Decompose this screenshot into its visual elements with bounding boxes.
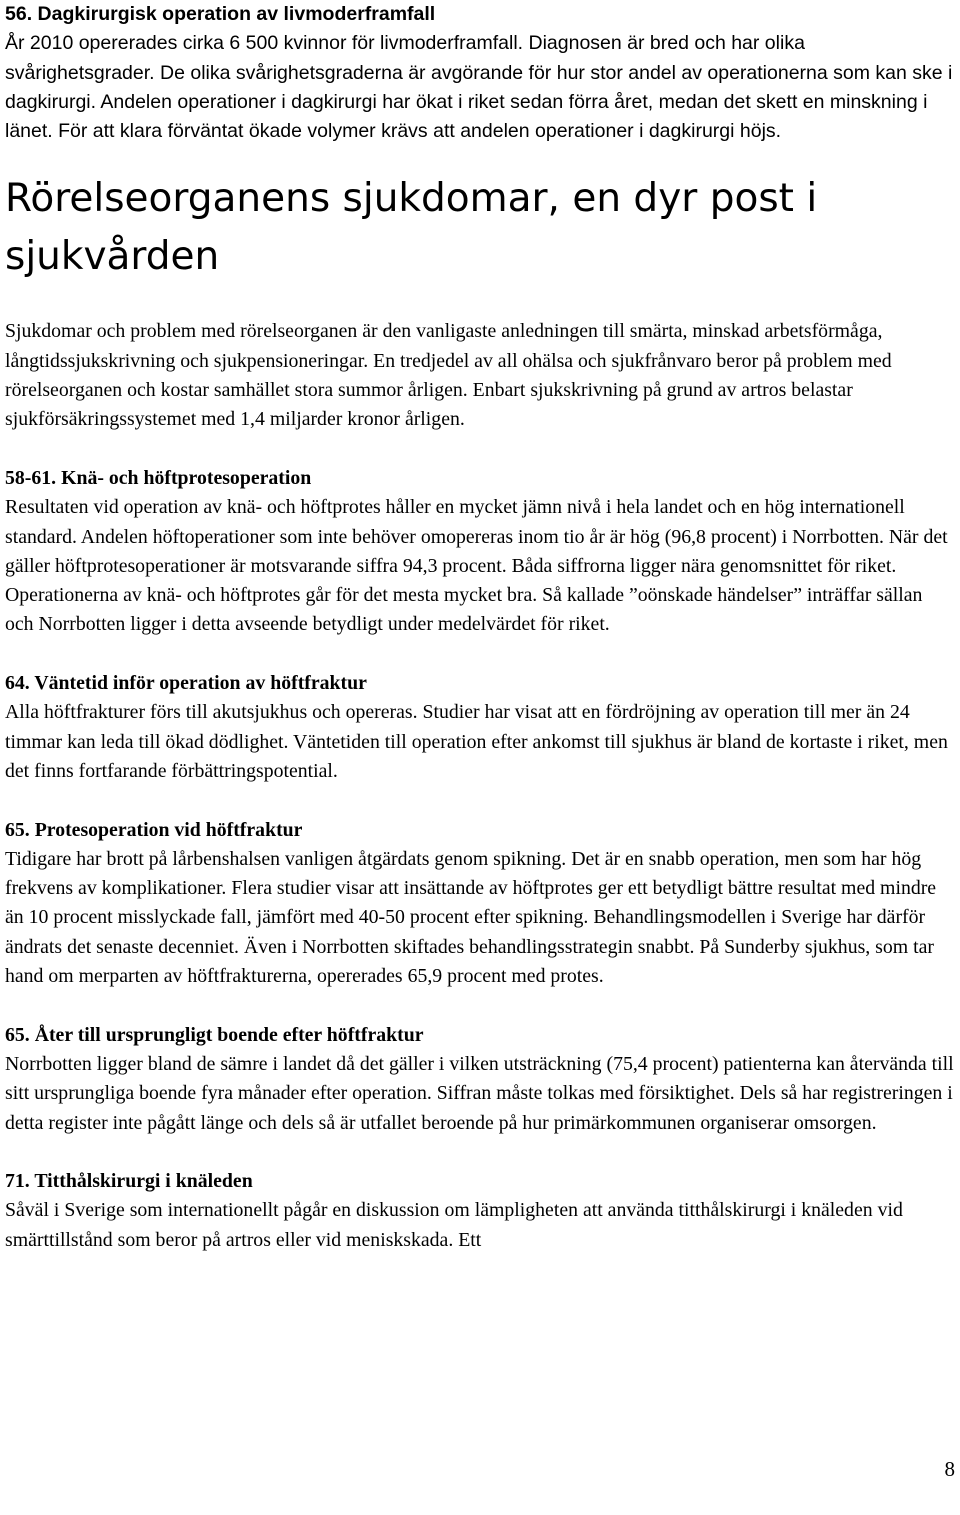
section-title-text: Titthålskirurgi i knäleden: [34, 1170, 253, 1193]
section-number: 71.: [5, 1170, 30, 1193]
section-hip-fracture-wait: [5, 669, 955, 786]
section-title-text: Protesoperation vid höftfraktur: [34, 818, 303, 841]
section-title: [5, 669, 955, 698]
section-hip-fracture-prosthesis: [5, 816, 955, 992]
lead-paragraph: Sjukdomar och problem med rörelseorganen är den vanligaste anledningen till smärta, minskad arbetsförmåga, långtidssjukskrivning och sjukpensioneringar. En tredjedel av all ohälsa och sjukfrånvaro beror på problem med rörelseorganen och kostar samhället stora summor årligen. Enbart sjukskrivning på grund av artros belastar sjukförsäkringssystemet med 1,4 miljarder kronor årligen.: [5, 320, 892, 431]
section-number: 65.: [5, 818, 30, 841]
section-body: Tidigare har brott på lårbenshalsen vanligen åtgärdats genom spikning. Det är en snabb operation, men som har hög frekvens av komplikationer. Flera studier visar att insättande av höftprotes ger ett betydligt bättre resultat med mindre än 10 procent misslyckade fall, jämfört med 40-50 procent efter spikning. Behandlingsmodellen i Sverige har därför ändrats det senaste decenniet. Även i Norrbotten skiftades behandlingsstrategin snabbt. På Sunderby sjukhus, som tar hand om merparten av höftfrakturerna, opererades 65,9 procent med protes.: [5, 847, 937, 988]
intro-heading: 56. Dagkirurgisk operation av livmoderframfall: [5, 3, 436, 25]
section-keyhole-surgery: [5, 1167, 955, 1255]
section-title-text: Åter till ursprungligt boende efter höftfraktur: [34, 1023, 424, 1046]
section-body: Såväl i Sverige som internationellt pågår en diskussion om lämpligheten att använda titthålskirurgi i knäleden vid smärttillstånd som beror på artros eller vid meniskskada. Ett: [5, 1199, 903, 1251]
section-number: 65.: [5, 1023, 30, 1046]
document-page: [5, 0, 955, 1284]
section-title: [5, 1167, 955, 1196]
intro-body: År 2010 opererades cirka 6 500 kvinnor för livmoderframfall. Diagnosen är bred och har olika svårighetsgrader. De olika svårighetsgraderna är avgörande för hur stor andel av operationerna som kan ske i dagkirurgi. Andelen operationer i dagkirurgi har ökat i riket sedan förra året, medan det skett en minskning i länet. För att klara förväntat ökade volymer krävs att andelen operationer i dagkirurgi höjs.: [5, 32, 953, 143]
section-title: [5, 464, 955, 493]
section-body: Alla höftfrakturer förs till akutsjukhus och opereras. Studier har visat att en fördröjning av operation till mer än 24 timmar kan leda till ökad dödlighet. Väntetiden till operation efter ankomst till sjukhus är bland de kortaste i riket, men det finns fortfarande förbättringspotential.: [5, 701, 948, 782]
section-number: 58-61.: [5, 466, 57, 489]
section-return-home: [5, 1021, 955, 1138]
intro-section: [5, 0, 955, 146]
section-title: [5, 816, 955, 845]
section-title: [5, 1021, 955, 1050]
page-number: 8: [944, 1457, 955, 1481]
section-title-text: Knä- och höftprotesoperation: [61, 466, 312, 489]
section-knee-hip-prosthesis: [5, 464, 955, 640]
section-number: 64.: [5, 672, 30, 695]
section-body: Norrbotten ligger bland de sämre i landet då det gäller i vilken utsträckning (75,4 procent) patienterna kan återvända till sitt ursprungliga boende fyra månader efter operation. Siffran måste tolkas med försiktighet. Dels så har registreringen i detta register inte pågått länge och dels så är utfallet beroende på hur primärkommunen organiserar omsorgen.: [5, 1052, 954, 1134]
section-title-text: Väntetid inför operation av höftfraktur: [34, 672, 367, 695]
section-body: Resultaten vid operation av knä- och höftprotes håller en mycket jämn nivå i hela landet och en hög internationell standard. Andelen höftoperationer som inte behöver omopereras inom tio år är hög (96,8 procent) i Norrbotten. När det gäller höftprotesoperationer är motsvarande siffra 94,3 procent. Båda siffrorna ligger nära genomsnittet för riket. Operationerna av knä- och höftprotes går för det mesta mycket bra. Så kallade ”oönskade händelser” inträffar sällan och Norrbotten ligger i detta avseende betydligt under medelvärdet för riket.: [5, 496, 948, 636]
main-heading: Rörelseorganens sjukdomar, en dyr post i sjukvården: [5, 176, 818, 280]
